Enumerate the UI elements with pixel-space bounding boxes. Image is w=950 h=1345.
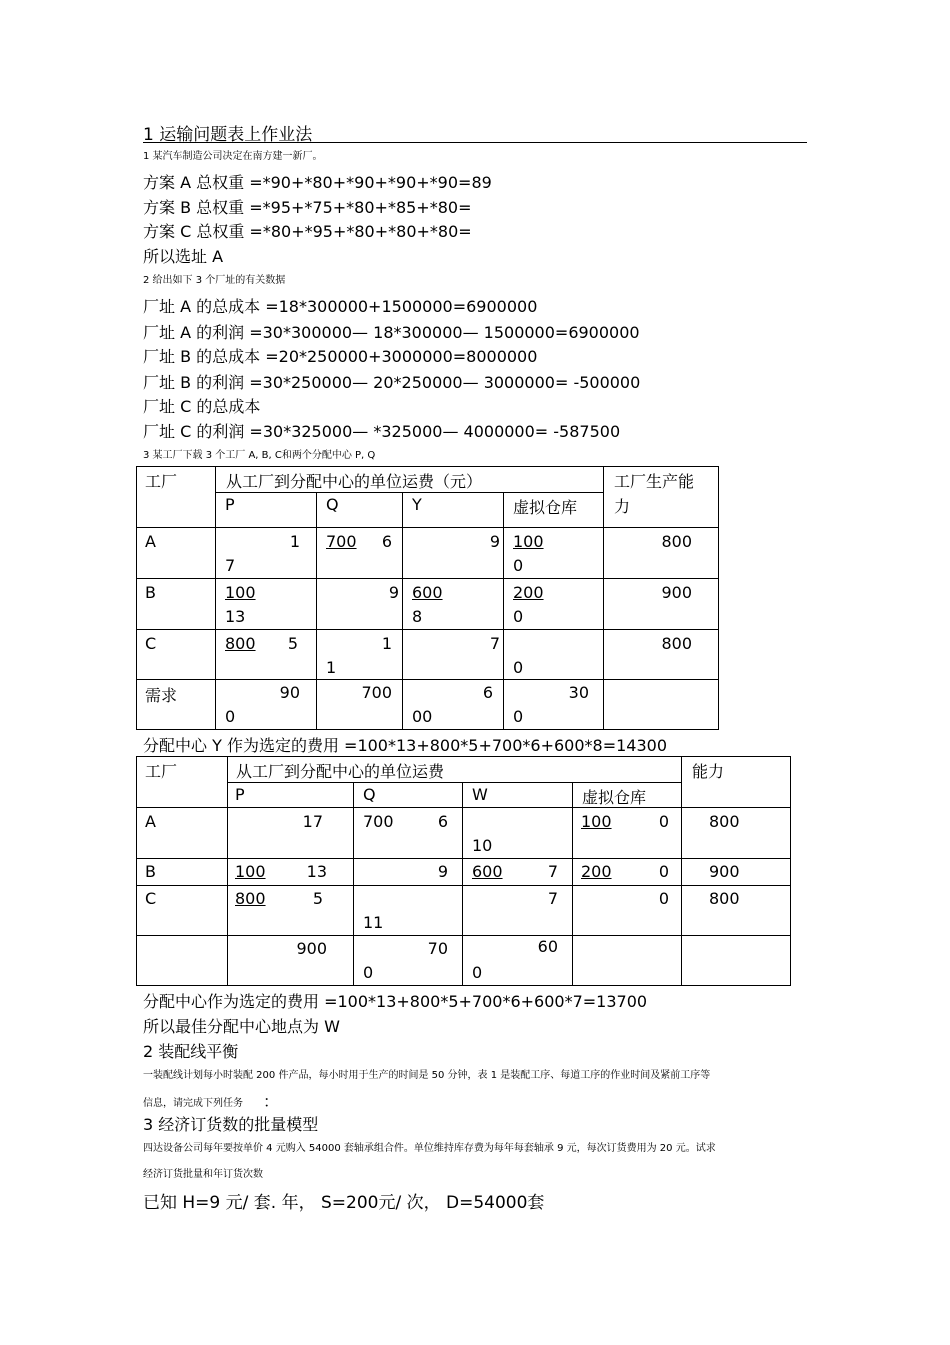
eoq-paragraph-cont: 经济订货批量和年订货次数 [143, 1169, 263, 1180]
table-cell [573, 859, 682, 886]
table-cell [504, 630, 604, 680]
cell-text: A [145, 812, 156, 831]
cell-text: 0 [513, 556, 524, 575]
header-capacity [682, 757, 791, 808]
question-2: 2 给出如下 3 个厂址的有关数据 [143, 275, 286, 286]
cost-line-1: 厂址 A 的总成本 =18*300000+1500000=6900000 [143, 297, 538, 316]
cell-text: B [145, 583, 156, 602]
cell-text: 200 [513, 583, 544, 602]
cell-text: 700 [326, 532, 357, 551]
cell-text: 800 [709, 812, 740, 831]
table-cell [604, 680, 719, 730]
cell-text: 17 [302, 812, 323, 831]
cell-text: Q [326, 495, 339, 514]
cell-text: 8 [412, 607, 423, 626]
section-title-eoq: 3 经济订货数的批量模型 [143, 1115, 319, 1134]
assembly-paragraph: 一装配线计划每小时装配 200 件产品，每小时用于生产的时间是 50 分钟，表 1 是装配工序、每道工序的作业时间及紧前工序等 [143, 1070, 711, 1081]
site-conclusion: 所以选址 A [143, 247, 224, 266]
cell-text: 0 [658, 889, 669, 908]
cell-text: 工厂 [145, 762, 178, 781]
table-cell [354, 886, 463, 936]
table-cell [137, 936, 228, 986]
cell-text: 900 [296, 939, 327, 958]
cell-text: 虚拟仓库 [513, 498, 578, 517]
table-cell [228, 936, 354, 986]
table-cell [228, 886, 354, 936]
colon-mark: ： [263, 1092, 280, 1111]
cell-text: 6 [381, 532, 392, 551]
cell-text: 0 [225, 707, 236, 726]
table-cell [504, 528, 604, 579]
cell-text: 虚拟仓库 [582, 788, 647, 807]
cell-text: 600 [472, 862, 503, 881]
cell-text: 0 [363, 963, 374, 982]
cost-line-5: 厂址 C 的总成本 [143, 397, 261, 416]
cell-text: 7 [547, 889, 558, 908]
cost-line-6: 厂址 C 的利润 =30*325000— *325000— 4000000= -587500 [143, 422, 621, 441]
cell-text: 900 [661, 583, 692, 602]
table-row [137, 579, 719, 630]
cell-text: P [235, 785, 245, 804]
transport-table-w [136, 756, 791, 986]
transport-table-y [136, 466, 719, 730]
table-cell [317, 630, 403, 680]
cell-text: 100 [513, 532, 544, 551]
table-cell [604, 528, 719, 579]
cell-text: 1 [326, 658, 337, 677]
col-header [317, 493, 403, 528]
cell-text: 1 [381, 634, 392, 653]
cell-text: 0 [513, 658, 524, 677]
cell-text: 6 [437, 812, 448, 831]
cell-text: W [472, 785, 488, 804]
table-cell [573, 936, 682, 986]
cost-summary-y: 分配中心 Y 作为选定的费用 =100*13+800*5+700*6+600*8=14300 [143, 736, 668, 755]
cell-text: 800 [235, 889, 266, 908]
cell-text: 9 [489, 532, 500, 551]
header-factory [137, 757, 228, 808]
cell-text: Y [412, 495, 422, 514]
cell-text: 0 [513, 607, 524, 626]
table-cell [216, 528, 317, 579]
assembly-paragraph-cont: 信息，请完成下列任务 [143, 1098, 243, 1109]
cell-text: B [145, 862, 156, 881]
cell-text: 13 [225, 607, 246, 626]
table-cell [682, 808, 791, 859]
cell-text: 13 [306, 862, 327, 881]
table-cell [573, 808, 682, 859]
cell-text: 工厂 [145, 472, 178, 491]
cell-text: 工厂生产能 [614, 472, 695, 491]
demand-row [137, 680, 719, 730]
col-header [354, 783, 463, 808]
table-cell [504, 579, 604, 630]
title-rule [143, 142, 807, 143]
cell-text: 需求 [145, 686, 178, 705]
cell-text: 10 [472, 836, 493, 855]
cost-line-3: 厂址 B 的总成本 =20*250000+3000000=8000000 [143, 347, 538, 366]
cell-text: 能力 [692, 762, 725, 781]
cell-text: 9 [437, 862, 448, 881]
cell-text: 5 [287, 634, 298, 653]
table-cell [216, 630, 317, 680]
table-cell [573, 886, 682, 936]
col-header [504, 493, 604, 528]
table-cell [137, 886, 228, 936]
table-cell [682, 886, 791, 936]
table-cell [463, 808, 573, 859]
table-cell [216, 680, 317, 730]
weight-line-a: 方案 A 总权重 =*90+*80+*90+*90+*90=89 [143, 173, 492, 192]
table-cell [403, 680, 504, 730]
table-cell [463, 936, 573, 986]
cell-text: 100 [225, 583, 256, 602]
header-factory [137, 467, 216, 528]
cell-text: C [145, 634, 157, 653]
cost-line-4: 厂址 B 的利润 =30*250000— 20*250000— 3000000= -500000 [143, 373, 641, 392]
table-cell [317, 579, 403, 630]
cell-text: 800 [225, 634, 256, 653]
cell-text: 7 [225, 556, 236, 575]
cell-text: 100 [235, 862, 266, 881]
cell-text: 7 [489, 634, 500, 653]
cell-text: P [225, 495, 235, 514]
table-cell [463, 859, 573, 886]
cell-text: 700 [363, 812, 394, 831]
cell-text: 1 [289, 532, 300, 551]
table-cell [354, 936, 463, 986]
table-row [137, 630, 719, 680]
table-cell [137, 859, 228, 886]
table-row [137, 528, 719, 579]
cell-text: 0 [472, 963, 483, 982]
cell-text: 7 [547, 862, 558, 881]
col-header [216, 493, 317, 528]
cell-text: 力 [614, 497, 631, 516]
col-header [573, 783, 682, 808]
table-cell [354, 859, 463, 886]
cell-text: 0 [658, 862, 669, 881]
cell-text: 00 [412, 707, 433, 726]
cell-text: 600 [412, 583, 443, 602]
cell-text: 800 [709, 889, 740, 908]
section-title-assembly: 2 装配线平衡 [143, 1042, 239, 1061]
table-cell [403, 528, 504, 579]
cell-text: 11 [363, 913, 384, 932]
weight-line-b: 方案 B 总权重 =*95+*75+*80+*85+*80= [143, 198, 472, 217]
cell-text: 800 [661, 634, 692, 653]
header-capacity [604, 467, 719, 528]
table-cell [604, 630, 719, 680]
question-3: 3 某工厂下载 3 个工厂 A, B, C和两个分配中心 P, Q [143, 450, 376, 461]
cell-text: 0 [658, 812, 669, 831]
cell-text: 900 [709, 862, 740, 881]
cell-text: 200 [581, 862, 612, 881]
table-cell [228, 808, 354, 859]
table-row [137, 859, 791, 886]
table-cell [137, 528, 216, 579]
cell-text: 从工厂到分配中心的单位运费 [236, 762, 445, 781]
table-cell [403, 630, 504, 680]
table-cell [463, 886, 573, 936]
table-cell [682, 936, 791, 986]
weight-line-c: 方案 C 总权重 =*80+*95+*80+*80+*80= [143, 222, 472, 241]
table-cell [317, 528, 403, 579]
cell-text: Q [363, 785, 376, 804]
cell-text: 30 [568, 683, 589, 702]
cell-text: 90 [279, 683, 300, 702]
col-header [463, 783, 573, 808]
cell-text: 从工厂到分配中心的单位运费（元） [226, 472, 483, 491]
table-cell [682, 859, 791, 886]
table-cell [137, 680, 216, 730]
demand-row [137, 936, 791, 986]
col-header [403, 493, 504, 528]
cell-text: 6 [482, 683, 493, 702]
table-row [137, 808, 791, 859]
table-row [137, 886, 791, 936]
cell-text: 800 [661, 532, 692, 551]
cell-text: 9 [388, 583, 399, 602]
question-1: 1 某汽车制造公司决定在南方建一新厂。 [143, 151, 323, 162]
table-cell [137, 579, 216, 630]
eoq-paragraph: 四达设备公司每年要按单价 4 元购入 54000 套轴承组合件。单位维持库存费为每年每套轴承 9 元，每次订货费用为 20 元。试求 [143, 1143, 716, 1154]
table-cell [216, 579, 317, 630]
cell-text: 0 [513, 707, 524, 726]
cell-text: 100 [581, 812, 612, 831]
cell-text: 5 [312, 889, 323, 908]
best-center-conclusion: 所以最佳分配中心地点为 W [143, 1017, 340, 1036]
table-cell [317, 680, 403, 730]
table-cell [604, 579, 719, 630]
cell-text: C [145, 889, 157, 908]
col-header [228, 783, 354, 808]
header-unit-cost [216, 467, 604, 493]
table-cell [137, 630, 216, 680]
cell-text: 70 [427, 939, 448, 958]
table-cell [354, 808, 463, 859]
table-cell [504, 680, 604, 730]
eoq-known-values: 已知 H=9 元/ 套. 年， S=200元/ 次， D=54000套 [143, 1193, 545, 1213]
cell-text: A [145, 532, 156, 551]
table-cell [137, 808, 228, 859]
table-cell [403, 579, 504, 630]
cell-text: 700 [361, 683, 392, 702]
table-cell [228, 859, 354, 886]
header-unit-cost [228, 757, 682, 783]
cell-text: 60 [537, 937, 558, 956]
cost-summary-w: 分配中心作为选定的费用 =100*13+800*5+700*6+600*7=13700 [143, 992, 648, 1011]
section-title-transport: 1 运输问题表上作业法 [143, 125, 313, 145]
cost-line-2: 厂址 A 的利润 =30*300000— 18*300000— 1500000=6900000 [143, 323, 640, 342]
